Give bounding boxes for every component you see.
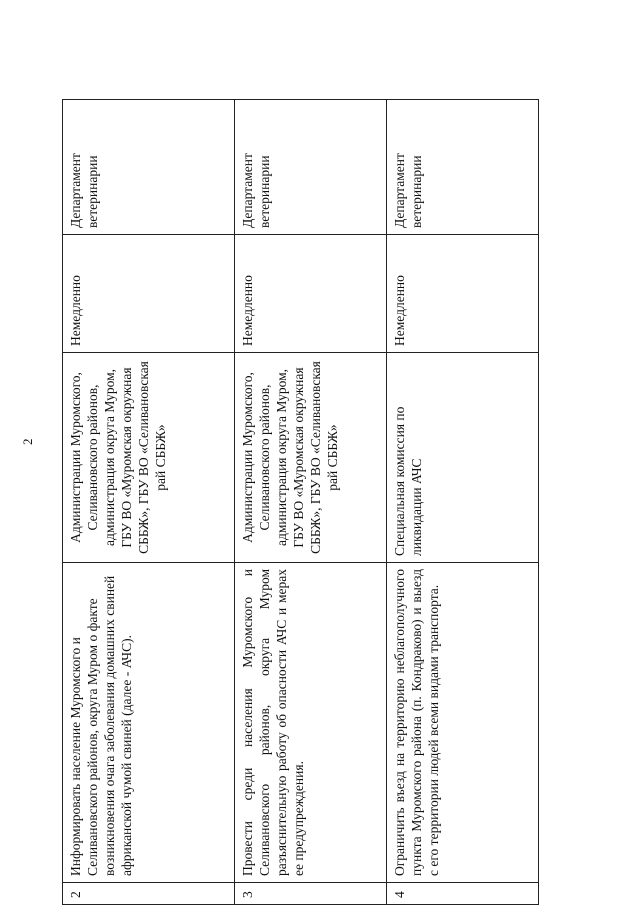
- responsible-text: Администрации Муромского, Селивановского районов, администрация округа Муром, ГБУ ВО «Муромская окружная СББЖ», ГБУ ВО «Селивановская рай СББЖ»: [235, 353, 387, 563]
- row-number: 4: [387, 883, 539, 905]
- row-number: 3: [235, 883, 387, 905]
- table-row: [235, 100, 387, 905]
- table-row: [387, 100, 539, 905]
- control-text: Департамент ветеринарии: [387, 100, 539, 235]
- responsible-text: Специальная комиссия по ликвидации АЧС: [387, 353, 539, 563]
- term-text: Немедленно: [63, 235, 235, 353]
- term-text: Немедленно: [235, 235, 387, 353]
- page-number: 2: [20, 438, 35, 445]
- action-text: Провести среди населения Муромского и Селивановского районов, округа Муром разъяснительную работу об опасности АЧС и мерах ее предупреждения.: [235, 563, 387, 883]
- action-text: Информировать население Муромского и Селивановского районов, округа Муром о факте возникновения очага заболевания домашних свиней африканской чумой свиней (далее - АЧС).: [63, 563, 235, 883]
- control-text: Департамент ветеринарии: [235, 100, 387, 235]
- responsible-text: Администрации Муромского, Селивановского районов, администрация округа Муром, ГБУ ВО «Муромская окружная СББЖ», ГБУ ВО «Селивановская рай СББЖ»: [63, 353, 235, 563]
- action-text: Ограничить въезд на территорию неблагополучного пункта Муромского района (п. Кондраково) и выезд с его территории людей всеми видами транспорта.: [387, 563, 539, 883]
- row-number: 2: [63, 883, 235, 905]
- measures-table: [62, 99, 539, 905]
- term-text: Немедленно: [387, 235, 539, 353]
- table-row: [63, 100, 235, 905]
- control-text: Департамент ветеринарии: [63, 100, 235, 235]
- rotated-table-wrapper: [62, 0, 640, 905]
